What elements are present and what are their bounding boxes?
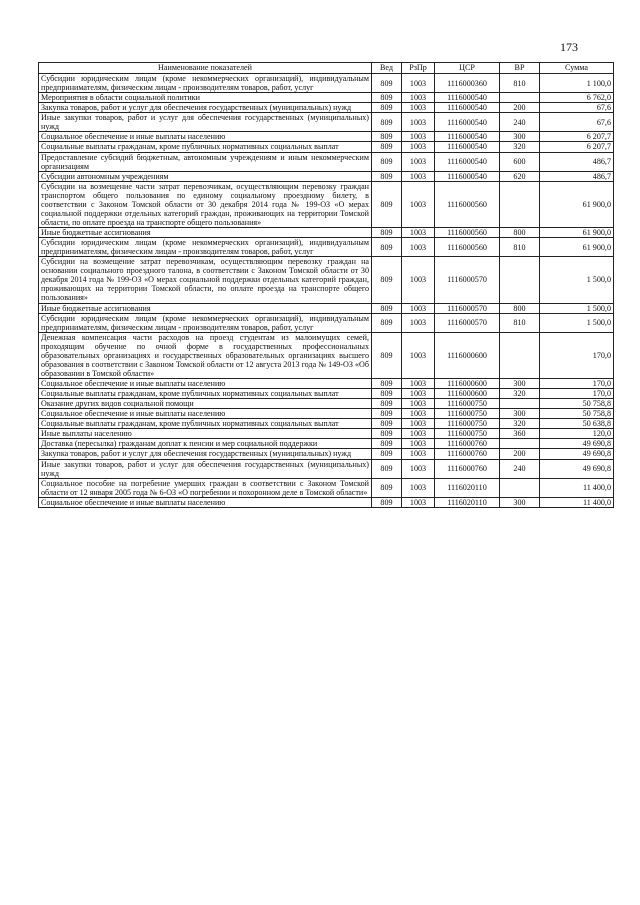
cell-name: Социальные выплаты гражданам, кроме публичных нормативных социальных выплат [39, 419, 372, 429]
cell-ved: 809 [372, 132, 402, 142]
cell-csr: 1116000750 [435, 429, 500, 439]
cell-rzpr: 1003 [402, 171, 435, 181]
table-row [39, 429, 614, 439]
cell-vr: 810 [500, 74, 540, 93]
cell-sum: 67,6 [540, 113, 614, 132]
cell-csr: 1116000540 [435, 113, 500, 132]
cell-sum: 6 207,7 [540, 142, 614, 152]
cell-vr: 200 [500, 449, 540, 459]
cell-vr: 240 [500, 459, 540, 478]
table-row [39, 478, 614, 497]
cell-csr: 1116000540 [435, 142, 500, 152]
cell-sum: 6 207,7 [540, 132, 614, 142]
cell-ved: 809 [372, 332, 402, 378]
cell-ved: 809 [372, 171, 402, 181]
cell-csr: 1116020110 [435, 497, 500, 507]
cell-name: Субсидии юридическим лицам (кроме некоммерческих организаций), индивидуальным предпринимателям, физическим лицам - производителям товаров, работ, услуг [39, 74, 372, 93]
cell-rzpr: 1003 [402, 409, 435, 419]
cell-sum: 170,0 [540, 332, 614, 378]
cell-name: Социальное пособие на погребение умерших граждан в соответствии с Законом Томской области от 12 января 2005 года № 6-ОЗ «О погребении и похоронном деле в Томской области» [39, 478, 372, 497]
cell-sum: 11 400,0 [540, 478, 614, 497]
cell-csr: 1116000750 [435, 399, 500, 409]
cell-vr: 320 [500, 389, 540, 399]
table-row [39, 238, 614, 257]
table-row [39, 257, 614, 303]
cell-rzpr: 1003 [402, 257, 435, 303]
cell-rzpr: 1003 [402, 113, 435, 132]
table-row [39, 399, 614, 409]
cell-sum: 170,0 [540, 379, 614, 389]
cell-vr [500, 257, 540, 303]
cell-csr: 1116000760 [435, 459, 500, 478]
cell-sum: 61 900,0 [540, 181, 614, 227]
cell-name: Доставка (пересылка) гражданам доплат к пенсии и мер социальной поддержки [39, 439, 372, 449]
cell-ved: 809 [372, 152, 402, 171]
table-header-row [39, 63, 614, 74]
cell-name: Субсидии на возмещение части затрат перевозчикам, осуществляющим перевозку граждан транспортом общего пользования по единому социальному проездному билету, в соответствии с Законом Томской области от 30 декабря 2014 года № 199-ОЗ «О мерах социальной поддержки отдельных категорий граждан, проживающих на территории Томской области, по оплате проезда на транспорте общего пользования» [39, 181, 372, 227]
cell-sum: 486,7 [540, 152, 614, 171]
cell-name: Закупка товаров, работ и услуг для обеспечения государственных (муниципальных) нужд [39, 449, 372, 459]
cell-vr [500, 181, 540, 227]
cell-ved: 809 [372, 429, 402, 439]
header-ved: Вед [372, 63, 402, 74]
table-row [39, 303, 614, 313]
cell-rzpr: 1003 [402, 497, 435, 507]
cell-ved: 809 [372, 389, 402, 399]
cell-vr: 240 [500, 113, 540, 132]
cell-ved: 809 [372, 313, 402, 332]
cell-sum: 50 758,8 [540, 399, 614, 409]
cell-sum: 1 500,0 [540, 313, 614, 332]
header-name: Наименование показателей [39, 63, 372, 74]
cell-sum: 61 900,0 [540, 228, 614, 238]
table-row [39, 228, 614, 238]
table-row [39, 152, 614, 171]
cell-rzpr: 1003 [402, 439, 435, 449]
table-row [39, 379, 614, 389]
cell-rzpr: 1003 [402, 181, 435, 227]
table-row [39, 113, 614, 132]
cell-ved: 809 [372, 93, 402, 103]
table-row [39, 93, 614, 103]
cell-vr: 300 [500, 409, 540, 419]
cell-sum: 50 638,8 [540, 419, 614, 429]
table-row [39, 313, 614, 332]
table-row [39, 332, 614, 378]
cell-ved: 809 [372, 379, 402, 389]
header-rzpr: РзПр [402, 63, 435, 74]
cell-vr [500, 439, 540, 449]
table-row [39, 132, 614, 142]
cell-name: Социальное обеспечение и иные выплаты населению [39, 497, 372, 507]
cell-vr: 600 [500, 152, 540, 171]
table-row [39, 439, 614, 449]
cell-ved: 809 [372, 459, 402, 478]
cell-vr: 800 [500, 303, 540, 313]
cell-csr: 1116000540 [435, 152, 500, 171]
cell-rzpr: 1003 [402, 478, 435, 497]
cell-vr: 800 [500, 228, 540, 238]
cell-ved: 809 [372, 399, 402, 409]
cell-rzpr: 1003 [402, 228, 435, 238]
table-row [39, 181, 614, 227]
cell-vr: 810 [500, 313, 540, 332]
cell-csr: 1116000360 [435, 74, 500, 93]
cell-rzpr: 1003 [402, 132, 435, 142]
cell-ved: 809 [372, 103, 402, 113]
table-row [39, 103, 614, 113]
table-row [39, 459, 614, 478]
table-body [39, 74, 614, 508]
cell-ved: 809 [372, 419, 402, 429]
header-vr: ВР [500, 63, 540, 74]
table-row [39, 142, 614, 152]
cell-ved: 809 [372, 74, 402, 93]
cell-sum: 61 900,0 [540, 238, 614, 257]
cell-rzpr: 1003 [402, 238, 435, 257]
cell-ved: 809 [372, 228, 402, 238]
cell-sum: 11 400,0 [540, 497, 614, 507]
cell-ved: 809 [372, 113, 402, 132]
cell-sum: 486,7 [540, 171, 614, 181]
cell-rzpr: 1003 [402, 429, 435, 439]
cell-name: Иные бюджетные ассигнования [39, 228, 372, 238]
budget-table [38, 62, 614, 508]
cell-sum: 49 690,8 [540, 449, 614, 459]
cell-name: Предоставление субсидий бюджетным, автономным учреждениям и иным некоммерческим организациям [39, 152, 372, 171]
cell-sum: 50 758,8 [540, 409, 614, 419]
cell-csr: 1116000560 [435, 238, 500, 257]
cell-rzpr: 1003 [402, 93, 435, 103]
cell-ved: 809 [372, 497, 402, 507]
cell-vr: 320 [500, 142, 540, 152]
cell-rzpr: 1003 [402, 303, 435, 313]
cell-name: Социальные выплаты гражданам, кроме публичных нормативных социальных выплат [39, 142, 372, 152]
cell-rzpr: 1003 [402, 419, 435, 429]
cell-csr: 1116000760 [435, 439, 500, 449]
header-csr: ЦСР [435, 63, 500, 74]
cell-csr: 1116000560 [435, 181, 500, 227]
cell-rzpr: 1003 [402, 142, 435, 152]
table-row [39, 171, 614, 181]
cell-ved: 809 [372, 439, 402, 449]
cell-vr [500, 332, 540, 378]
cell-csr: 1116000540 [435, 93, 500, 103]
cell-csr: 1116000600 [435, 332, 500, 378]
cell-ved: 809 [372, 409, 402, 419]
cell-rzpr: 1003 [402, 152, 435, 171]
cell-sum: 6 762,0 [540, 93, 614, 103]
cell-vr: 360 [500, 429, 540, 439]
cell-rzpr: 1003 [402, 332, 435, 378]
cell-sum: 1 500,0 [540, 303, 614, 313]
header-sum: Сумма [540, 63, 614, 74]
cell-name: Субсидии юридическим лицам (кроме некоммерческих организаций), индивидуальным предпринимателям, физическим лицам - производителям товаров, работ, услуг [39, 238, 372, 257]
cell-sum: 1 100,0 [540, 74, 614, 93]
cell-name: Социальные выплаты гражданам, кроме публичных нормативных социальных выплат [39, 389, 372, 399]
cell-sum: 67,6 [540, 103, 614, 113]
cell-name: Социальное обеспечение и иные выплаты населению [39, 132, 372, 142]
cell-name: Субсидии автономным учреждениям [39, 171, 372, 181]
cell-csr: 1116000600 [435, 379, 500, 389]
cell-rzpr: 1003 [402, 449, 435, 459]
cell-ved: 809 [372, 478, 402, 497]
cell-ved: 809 [372, 181, 402, 227]
cell-vr [500, 478, 540, 497]
cell-csr: 1116000760 [435, 449, 500, 459]
cell-rzpr: 1003 [402, 103, 435, 113]
cell-vr: 620 [500, 171, 540, 181]
cell-csr: 1116000600 [435, 389, 500, 399]
cell-name: Мероприятия в области социальной политики [39, 93, 372, 103]
cell-name: Иные выплаты населению [39, 429, 372, 439]
cell-rzpr: 1003 [402, 459, 435, 478]
cell-ved: 809 [372, 257, 402, 303]
cell-vr: 200 [500, 103, 540, 113]
cell-csr: 1116020110 [435, 478, 500, 497]
table-row [39, 419, 614, 429]
cell-vr: 320 [500, 419, 540, 429]
cell-name: Субсидии юридическим лицам (кроме некоммерческих организаций), индивидуальным предпринимателям, физическим лицам - производителям товаров, работ, услуг [39, 313, 372, 332]
cell-name: Денежная компенсация части расходов на проезд студентам из малоимущих семей, проходящим обучение по очной форме в государственных профессиональных образовательных организациях и государственных образовательных организациях высшего образования в соответствии с Законом Томской области от 12 августа 2013 года № 149-ОЗ «Об образовании в Томской области» [39, 332, 372, 378]
cell-vr: 300 [500, 132, 540, 142]
table-row [39, 449, 614, 459]
cell-vr: 300 [500, 379, 540, 389]
cell-csr: 1116000540 [435, 103, 500, 113]
cell-ved: 809 [372, 142, 402, 152]
cell-csr: 1116000540 [435, 171, 500, 181]
cell-csr: 1116000570 [435, 313, 500, 332]
cell-csr: 1116000560 [435, 228, 500, 238]
cell-ved: 809 [372, 303, 402, 313]
cell-name: Иные закупки товаров, работ и услуг для обеспечения государственных (муниципальных) нужд [39, 113, 372, 132]
cell-name: Оказание других видов социальной помощи [39, 399, 372, 409]
cell-name: Иные бюджетные ассигнования [39, 303, 372, 313]
cell-name: Социальное обеспечение и иные выплаты населению [39, 409, 372, 419]
cell-sum: 170,0 [540, 389, 614, 399]
cell-sum: 49 690,8 [540, 439, 614, 449]
cell-rzpr: 1003 [402, 313, 435, 332]
cell-rzpr: 1003 [402, 74, 435, 93]
cell-vr [500, 399, 540, 409]
page-number: 173 [560, 40, 578, 54]
cell-name: Иные закупки товаров, работ и услуг для обеспечения государственных (муниципальных) нужд [39, 459, 372, 478]
cell-csr: 1116000570 [435, 257, 500, 303]
cell-csr: 1116000750 [435, 419, 500, 429]
cell-ved: 809 [372, 238, 402, 257]
table-row [39, 497, 614, 507]
cell-csr: 1116000750 [435, 409, 500, 419]
cell-rzpr: 1003 [402, 379, 435, 389]
table-row [39, 389, 614, 399]
cell-sum: 120,0 [540, 429, 614, 439]
cell-csr: 1116000570 [435, 303, 500, 313]
table-row [39, 74, 614, 93]
cell-vr: 810 [500, 238, 540, 257]
cell-rzpr: 1003 [402, 399, 435, 409]
cell-name: Социальное обеспечение и иные выплаты населению [39, 379, 372, 389]
cell-sum: 1 500,0 [540, 257, 614, 303]
cell-vr [500, 93, 540, 103]
cell-name: Закупка товаров, работ и услуг для обеспечения государственных (муниципальных) нужд [39, 103, 372, 113]
cell-sum: 49 690,8 [540, 459, 614, 478]
cell-vr: 300 [500, 497, 540, 507]
cell-ved: 809 [372, 449, 402, 459]
cell-name: Субсидии на возмещение затрат перевозчикам, осуществляющим перевозку граждан на основании социального проездного талона, в соответствии с Законом Томской области от 30 декабря 2014 года № 199-ОЗ «О мерах социальной поддержки отдельных категорий граждан, проживающих на территории Томской области, по оплате проезда на транспорте общего пользования» [39, 257, 372, 303]
cell-csr: 1116000540 [435, 132, 500, 142]
cell-rzpr: 1003 [402, 389, 435, 399]
table-row [39, 409, 614, 419]
